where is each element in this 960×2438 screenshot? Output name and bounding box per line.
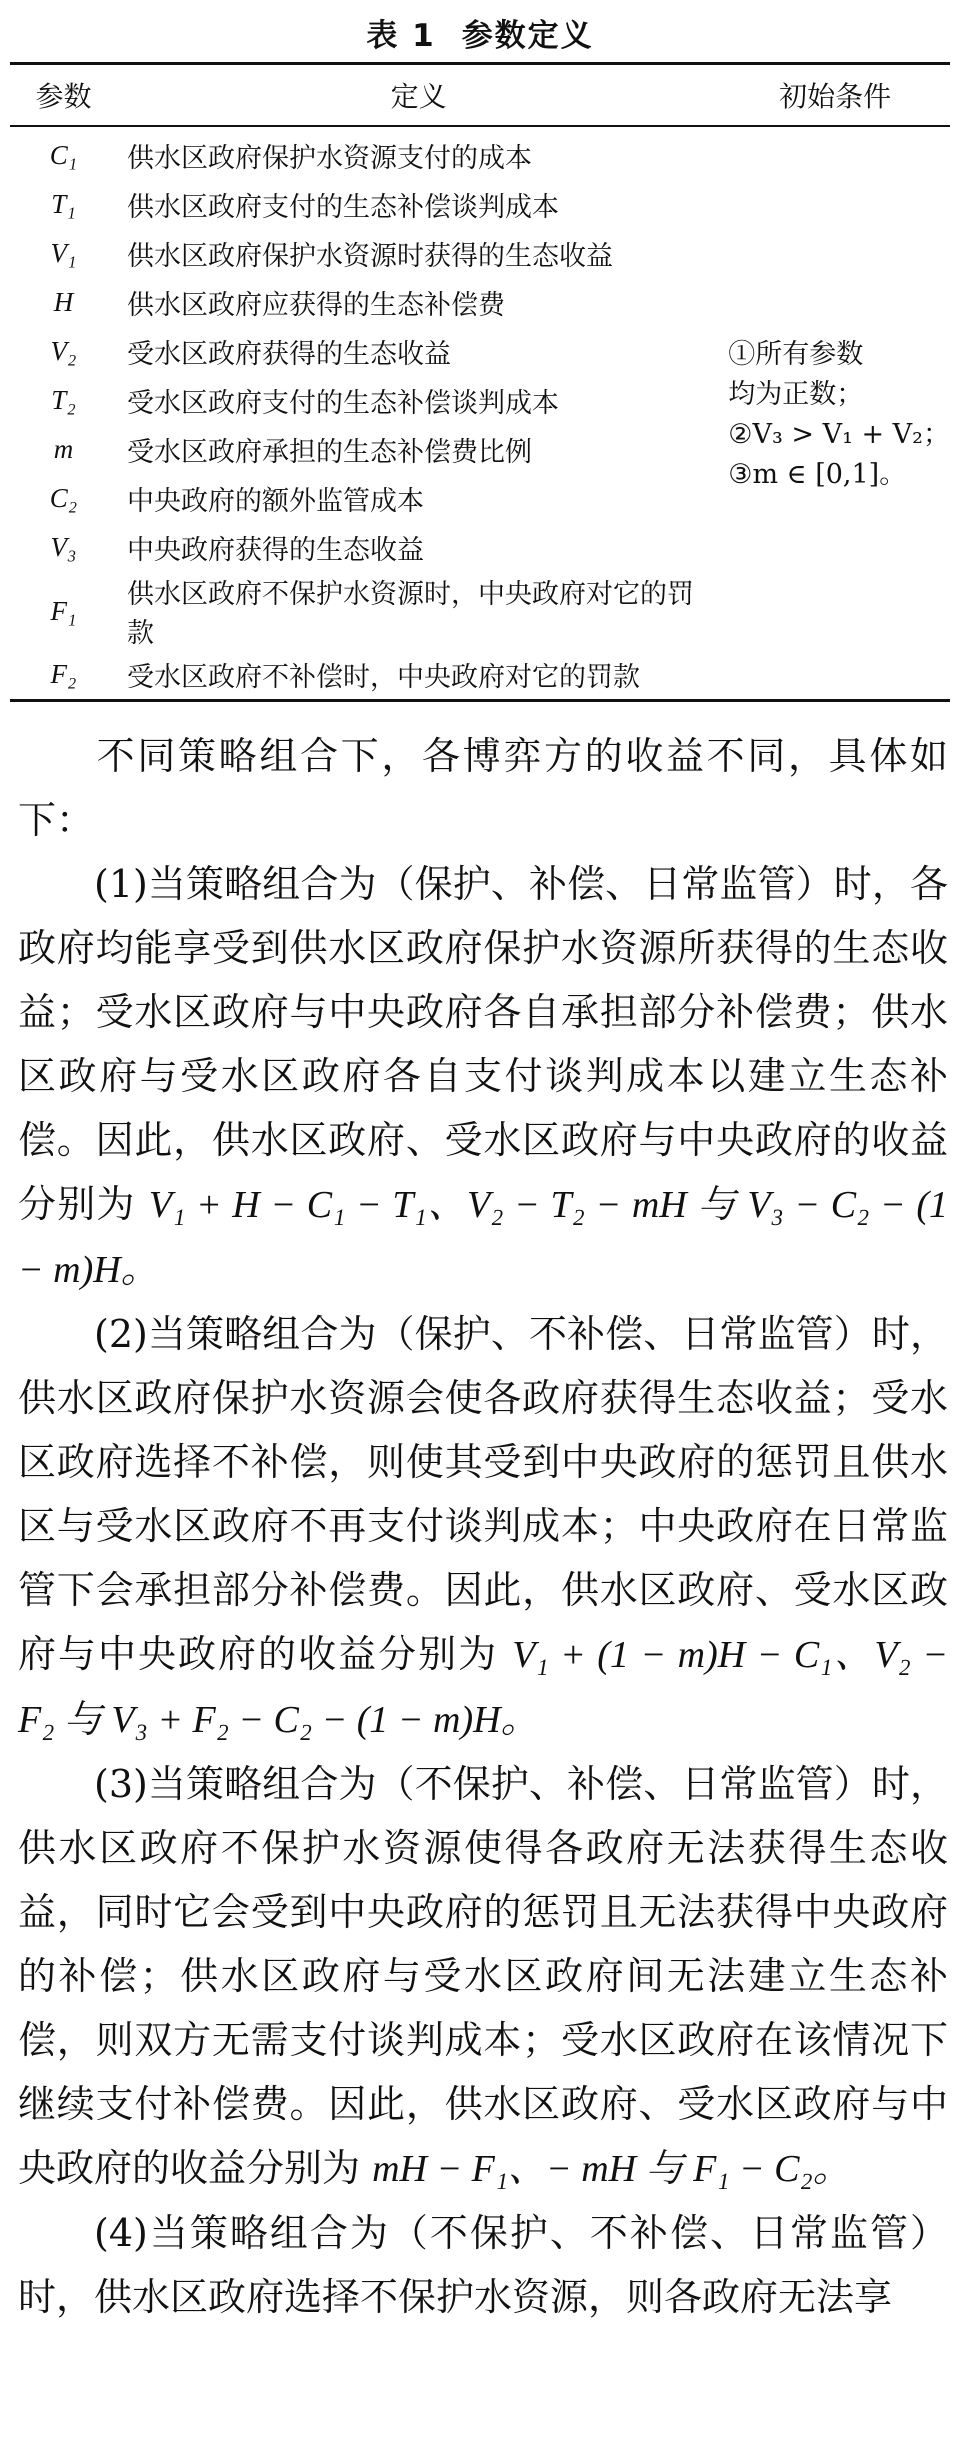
paragraph-case-3: (3)当策略组合为（不保护、补偿、日常监管）时，供水区政府不保护水资源使得各政府无法获得生态收益，同时它会受到中央政府的惩罚且无法获得中央政府的补偿；供水区政府与受水区政府间无法建立生态补偿，则双方无需支付谈判成本；受水区政府在该情况下继续支付补偿费。因此，供水区政府、受水区政府与中央政府的收益分别为 mH − F₁、− mH 与 F₁ − C₂。 bbox=[18, 1762, 948, 2190]
table-header-row bbox=[10, 64, 950, 127]
intro-paragraph: 不同策略组合下，各博弈方的收益不同，具体如下： bbox=[18, 734, 948, 842]
paragraph-case-2: (2)当策略组合为（保护、不补偿、日常监管）时，供水区政府保护水资源会使各政府获得生态收益；受水区政府选择不补偿，则使其受到中央政府的惩罚且供水区与受水区政府不再支付谈判成本；中央政府在日常监管下会承担部分补偿费。因此，供水区政府、受水区政府与中央政府的收益分别为 V₁ + (1 − m)H − C₁、V₂ − F₂ 与 V₃ + F₂ − C₂ − (1 − m)H。 bbox=[18, 1312, 948, 1741]
parameter-symbol: T₁ bbox=[51, 189, 76, 219]
parameter-symbol: C₁ bbox=[49, 140, 78, 170]
parameter-definition: 中央政府的额外监管成本 bbox=[127, 486, 424, 517]
parameter-symbol: H bbox=[53, 287, 74, 317]
parameter-definition: 供水区政府支付的生态补偿谈判成本 bbox=[127, 192, 559, 223]
parameter-symbol: F₁ bbox=[50, 595, 77, 626]
parameter-symbol: T₂ bbox=[51, 385, 76, 415]
initial-condition-line: ①所有参数 bbox=[728, 339, 864, 370]
table-title: 参数定义 bbox=[461, 18, 594, 54]
formula-case-3: mH − F₁、− mH 与 F₁ − C₂。 bbox=[372, 2148, 851, 2190]
parameter-definition: 供水区政府不保护水资源时，中央政府对它的罚款 bbox=[127, 579, 694, 649]
header-definition: 定义 bbox=[117, 64, 720, 127]
formula-case-1: V₁ + H − C₁ − T₁、V₂ − T₂ − mH 与 V₃ − C₂ − (1 − m)H。 bbox=[18, 1184, 948, 1291]
parameter-definition: 受水区政府获得的生态收益 bbox=[127, 339, 451, 370]
parameter-table bbox=[10, 62, 950, 702]
parameter-symbol: V₃ bbox=[50, 532, 77, 562]
parameter-definition: 受水区政府承担的生态补偿费比例 bbox=[127, 437, 532, 468]
header-symbol: 参数 bbox=[10, 64, 117, 127]
parameter-symbol: F₂ bbox=[50, 659, 77, 689]
table-row bbox=[10, 126, 950, 180]
parameter-definition: 受水区政府支付的生态补偿谈判成本 bbox=[127, 388, 559, 419]
parameter-symbol: V₂ bbox=[50, 336, 77, 366]
initial-condition-line: ②V₃ > V₁ + V₂； bbox=[728, 419, 950, 450]
initial-condition-line: 均为正数； bbox=[728, 379, 864, 410]
parameter-definition: 供水区政府应获得的生态补偿费 bbox=[127, 290, 505, 321]
formula-case-2: V₁ + (1 − m)H − C₁、V₂ − F₂ 与 V₃ + F₂ − C₂ − (1 − m)H。 bbox=[18, 1634, 948, 1741]
table-caption bbox=[0, 0, 960, 62]
parameter-definition: 供水区政府保护水资源时获得的生态收益 bbox=[127, 241, 613, 272]
initial-condition-line: ③m ∈ [0,1]。 bbox=[728, 459, 907, 490]
header-initial-conditions: 初始条件 bbox=[720, 64, 950, 127]
parameter-symbol: V₁ bbox=[50, 238, 77, 268]
parameter-symbol: C₂ bbox=[49, 483, 78, 513]
parameter-symbol: m bbox=[53, 434, 74, 464]
initial-conditions bbox=[720, 126, 950, 701]
table-label: 表 1 bbox=[366, 18, 436, 54]
paragraph-case-1: (1)当策略组合为（保护、补偿、日常监管）时，各政府均能享受到供水区政府保护水资源所获得的生态收益；受水区政府与中央政府各自承担部分补偿费；供水区政府与受水区政府各自支付谈判成本以建立生态补偿。因此，供水区政府、受水区政府与中央政府的收益分别为 V₁ + H − C₁ − T₁、V₂ − T₂ − mH 与 V₃ − C₂ − (1 − m)H。 bbox=[18, 862, 948, 1291]
parameter-definition: 受水区政府不补偿时，中央政府对它的罚款 bbox=[127, 662, 640, 693]
paragraph-case-4: (4)当策略组合为（不保护、不补偿、日常监管）时，供水区政府选择不保护水资源，则各政府无法享 bbox=[18, 2211, 948, 2319]
parameter-definition: 中央政府获得的生态收益 bbox=[127, 535, 424, 566]
parameter-definition: 供水区政府保护水资源支付的成本 bbox=[127, 143, 532, 174]
